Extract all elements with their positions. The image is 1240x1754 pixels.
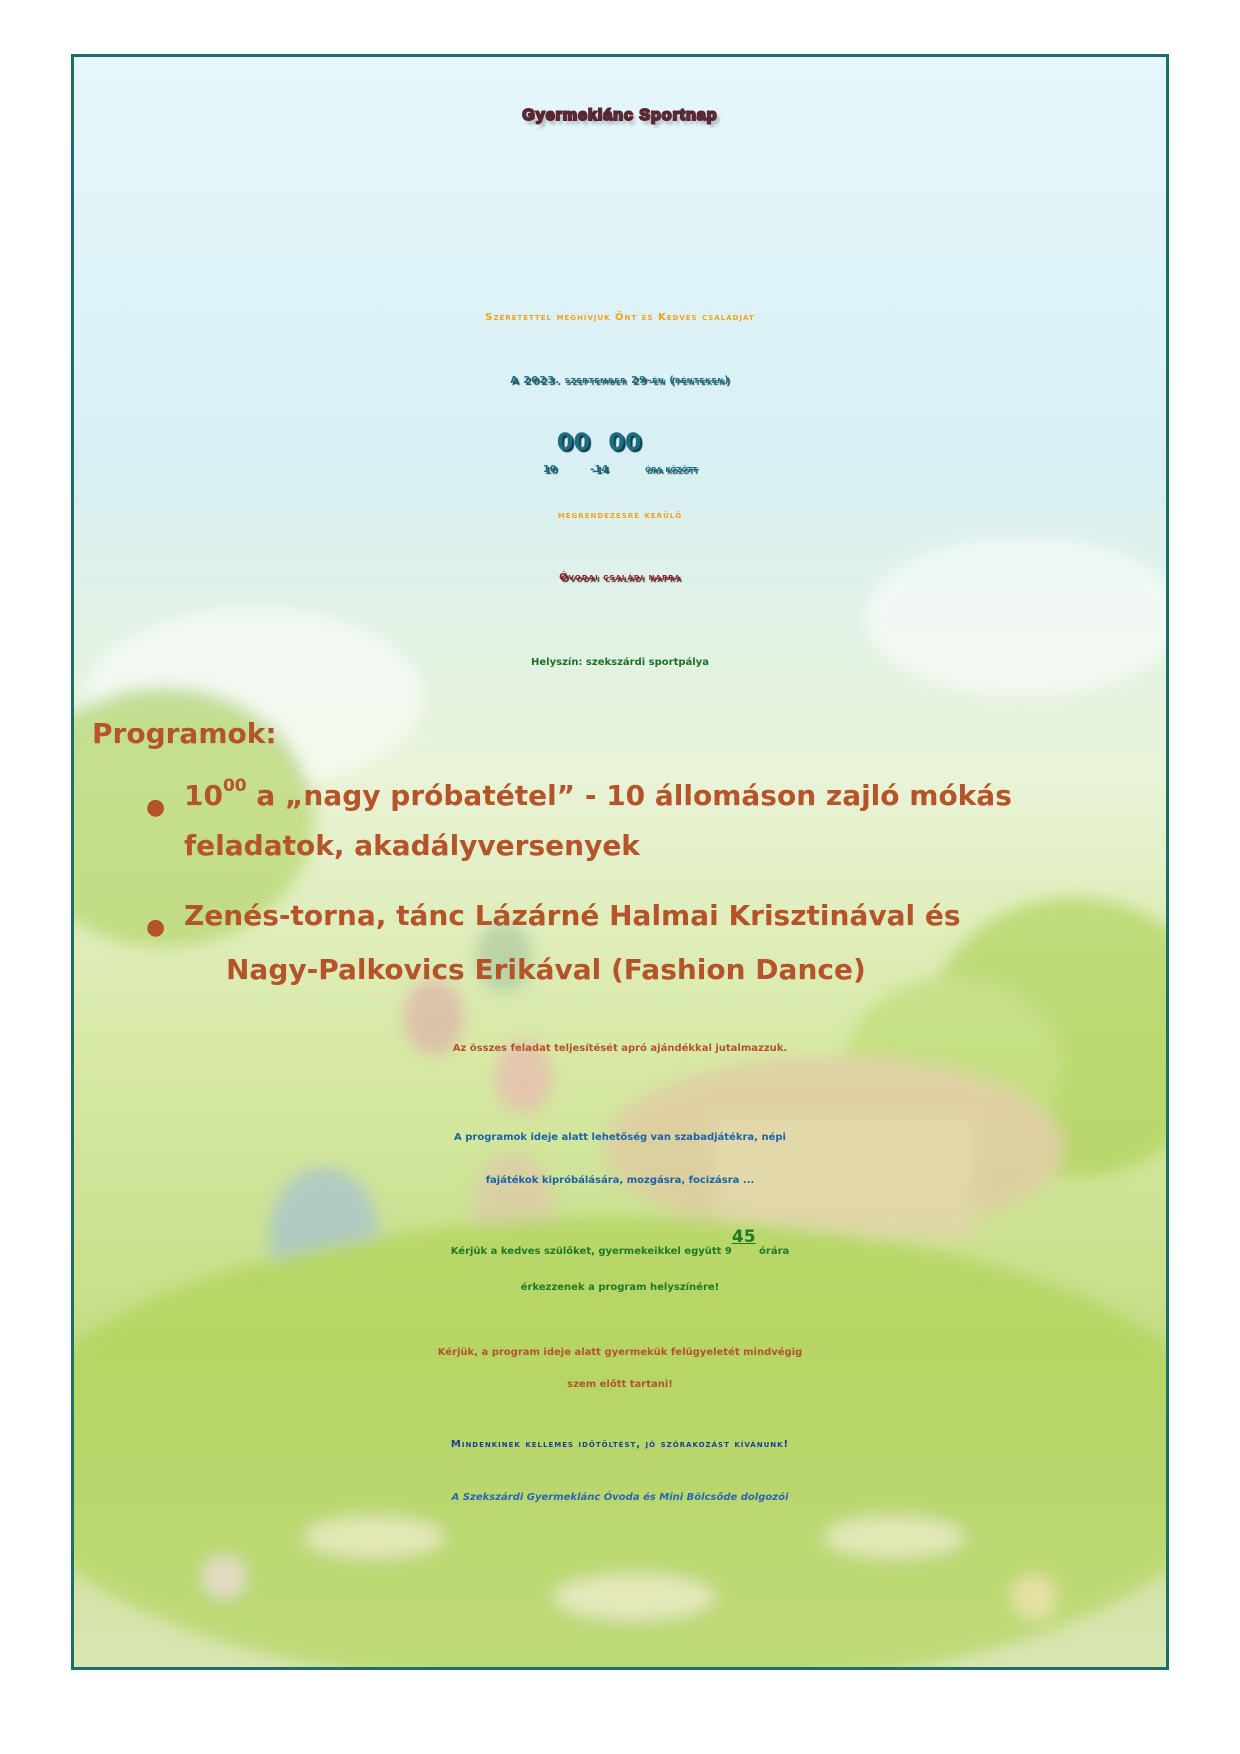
event-time <box>74 428 1166 475</box>
program-item-2-line2: Nagy-Palkovics Erikával (Fashion Dance) <box>226 953 866 986</box>
poster-frame <box>71 54 1169 1670</box>
programs-heading: Programok: <box>92 717 277 750</box>
arrival-hour: 9 <box>724 1246 732 1257</box>
start-minutes: 00 <box>556 428 591 456</box>
event-location: Helyszín: szekszárdi sportpálya <box>531 657 709 668</box>
invitation-line: Szeretettel meghívjuk Önt és Kedves családját <box>485 312 755 323</box>
time-separator: - <box>590 464 595 475</box>
arrival-minutes: 45 <box>731 1227 756 1247</box>
end-minutes: 00 <box>608 428 642 456</box>
end-hour: 14 <box>594 464 609 475</box>
program-item-2-line1: Zenés-torna, tánc Lázárné Halmai Krisztinával és <box>184 899 961 932</box>
program-item-1-line2: feladatok, akadályversenyek <box>184 829 640 862</box>
supervision-note-line2: szem előtt tartani! <box>567 1379 673 1390</box>
start-hour: 10 <box>542 464 557 475</box>
bullet-icon: ● <box>146 915 166 940</box>
bullet-icon: ● <box>146 795 166 820</box>
freeplay-note-line2: fajátékok kipróbálására, mozgásra, focizásra ... <box>485 1175 755 1186</box>
organized-line: megrendezésre kerülő <box>557 510 683 521</box>
arrival-text-before: Kérjük a kedves szülőket, gyermekeikkel együtt <box>450 1246 725 1257</box>
signature: A Szekszárdi Gyermeklánc Óvoda és Mini Bölcsőde dolgozói <box>451 1492 789 1503</box>
prize-note: Az összes feladat teljesítését apró ajándékkal jutalmazzuk. <box>452 1043 788 1054</box>
poster-title: Gyermeklánc Sportnap <box>522 107 718 124</box>
arrival-note-line1 <box>74 1227 1166 1257</box>
arrival-note-line2: érkezzenek a program helyszínére! <box>520 1282 720 1293</box>
time-suffix: óra között <box>641 464 698 475</box>
freeplay-note-line1: A programok ideje alatt lehetőség van szabadjátékra, népi <box>454 1132 786 1143</box>
event-date: A 2023. szeptember 29-én (pénteken) <box>510 375 730 386</box>
supervision-note-line1: Kérjük, a program ideje alatt gyermekük felügyeletét mindvégig <box>437 1347 803 1358</box>
closing-wish: Mindenkinek kellemes időtöltést, jó szórakozást kívánunk! <box>450 1439 790 1450</box>
poster-content <box>74 57 1166 1667</box>
program-item-1-minutes: 00 <box>222 776 247 796</box>
event-name: Óvodai családi napra <box>559 572 681 583</box>
program-item-1-line1 <box>184 776 1012 812</box>
arrival-text-after: órára <box>755 1246 790 1257</box>
program-item-1-hour: 10 <box>184 779 223 812</box>
program-item-1-text: a „nagy próbatétel” - 10 állomáson zajló mókás <box>246 779 1012 812</box>
